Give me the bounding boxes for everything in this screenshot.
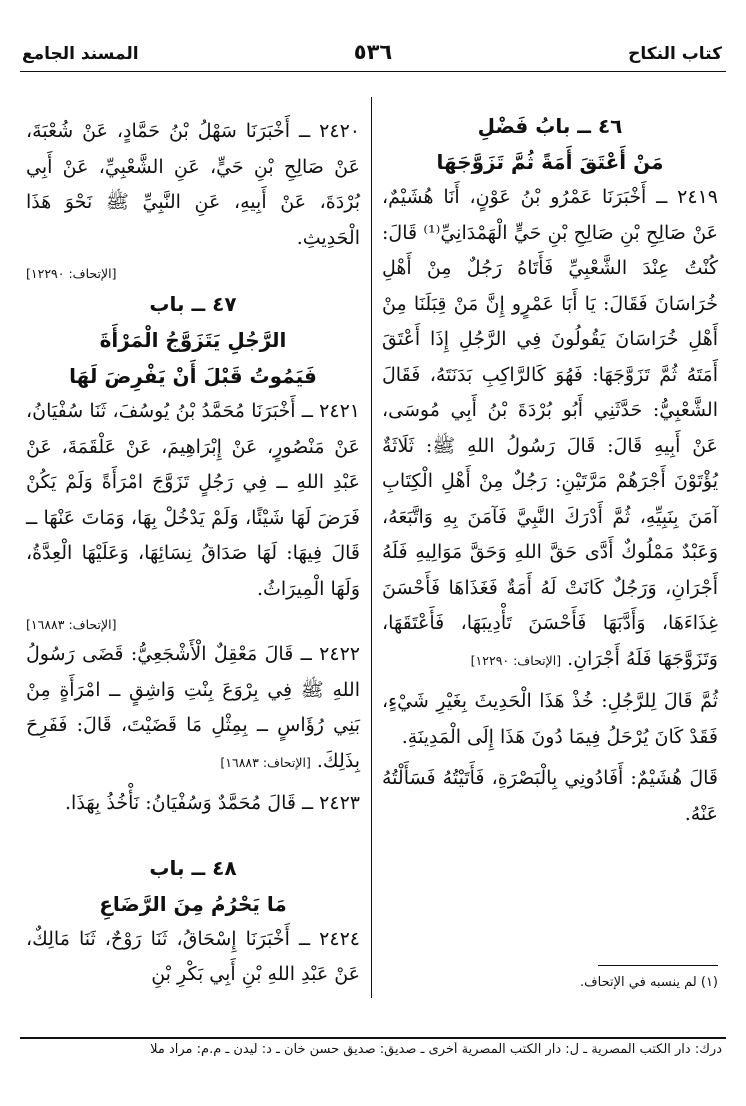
bottom-rule <box>20 1037 726 1039</box>
paragraph-hushaym: قَالَ هُشَيْمٌ: أَفَادُونِي بِالْبَصْرَةِ، فَأَتَيْتُهُ فَسَأَلْتُهُ عَنْهُ. <box>382 767 718 825</box>
hadith-2422-text: ٢٤٢٢ ــ قَالَ مَعْقِلٌ الْأَشْجَعِيُّ: قَضَى رَسُولُ اللهِ ﷺ فِي بِرْوَعَ بِنْتِ وَاشِقٍ ــ امْرَأَةٍ مِنْ بَنِي رُؤَاسٍ ــ بِمِثْلِ مَا قَضَيْتَ، قَالَ: فَفَرِحَ بِذَلِكَ. <box>26 643 360 772</box>
hadith-2423: ٢٤٢٣ ــ قَالَ مُحَمَّدٌ وَسُفْيَانُ: نَأْخُذُ بِهَذَا. <box>65 792 360 814</box>
chapter-47-subtitle-2: فَيَمُوتُ قَبْلَ أَنْ يَفْرِضَ لَهَا <box>69 364 317 388</box>
chapter-48-subtitle: مَا يَحْرُمُ مِنَ الرَّضَاعِ <box>99 891 287 916</box>
hadith-2419 <box>382 180 718 678</box>
hadith-2422 <box>26 637 360 780</box>
right-column <box>382 108 718 838</box>
header-book-title: كتاب النكاح <box>628 44 722 64</box>
hadith-2420: ٢٤٢٠ ــ أَخْبَرَنَا سَهْلُ بْنُ حَمَّادٍ، عَنْ شُعْبَةَ، عَنْ صَالِحِ بْنِ حَيٍّ، عَنِ الشَّعْبِيِّ، عَنْ أَبِي بُرْدَةَ، عَنْ أَبِيهِ، عَنِ النَّبِيِّ ﷺ نَحْوَ هَذَا الْحَدِيثِ. <box>26 120 360 249</box>
chapter-47-title: ٤٧ ــ باب <box>149 292 237 316</box>
chapter-47-subtitle-1: الرَّجُلِ يَتَزَوَّجُ الْمَرْأَةَ <box>99 328 287 352</box>
hadith-2421: ٢٤٢١ ــ أَخْبَرَنَا مُحَمَّدُ بْنُ يُوسُفَ، ثَنَا سُفْيَانُ، عَنْ مَنْصُورٍ، عَنْ إِبْرَاهِيمَ، عَنْ عَلْقَمَةَ، عَنْ عَبْدِ اللهِ ــ فِي رَجُلٍ تَزَوَّجَ امْرَأَةً وَلَمْ يَكُنْ فَرَضَ لَهَا شَيْئًا، وَلَمْ يَدْخُلْ بِهَا، وَمَاتَ عَنْهَا ــ قَالَ فِيهَا: لَهَا صَدَاقُ نِسَائِهَا، وَعَلَيْهَا الْعِدَّةُ، وَلَهَا الْمِيرَاثُ. <box>26 400 360 600</box>
footnote: (١) لم ينسبه في الإتحاف. <box>580 975 718 990</box>
hadith-2424: ٢٤٢٤ ــ أَخْبَرَنَا إِسْحَاقُ، ثَنَا رَوْحٌ، ثَنَا مَالِكٌ، عَنْ عَبْدِ اللهِ بْنِ أَبِي بَكْرِ بْنِ <box>26 927 360 985</box>
chapter-46-title: ٤٦ ــ بابُ فَضْلِ <box>477 114 623 138</box>
hadith-2419-reference: [الإتحاف: ١٢٢٩٠] <box>470 652 562 668</box>
header-work-title: المسند الجامع <box>22 44 139 64</box>
chapter-46-subtitle: مَنْ أَعْتَقَ أَمَةً ثُمَّ تَزَوَّجَهَا <box>436 150 664 174</box>
hadith-2421-reference: [الإتحاف: ١٦٨٨٣] <box>26 617 117 632</box>
hadith-2422-reference: [الإتحاف: ١٦٨٨٣] <box>220 754 311 770</box>
page-number: ٥٣٦ <box>353 40 393 64</box>
footnote-rule <box>598 965 718 966</box>
manuscript-abbreviations: درك: دار الكتب المصرية ـ ل: دار الكتب المصرية أخرى ـ صديق: صديق حسن خان ـ د: ليدن ـ م.م: مراد ملا <box>150 1042 722 1057</box>
column-separator <box>371 97 372 998</box>
hadith-2419-text: ٢٤١٩ ــ أَخْبَرَنَا عَمْرُو بْنُ عَوْنٍ، أَنَا هُشَيْمٌ، عَنْ صَالِحِ بْنِ صَالِحِ بْنِ حَيٍّ الْهَمْدَانِيِّ⁽¹⁾ قَالَ: كُنْتُ عِنْدَ الشَّعْبِيِّ فَأَتَاهُ رَجُلٌ مِنْ أَهْلِ خُرَاسَانَ فَقَالَ: يَا أَبَا عَمْرٍو إِنَّ مَنْ قِبَلَنَا مِنْ أَهْلِ خُرَاسَانَ يَقُولُونَ فِي الرَّجُلِ إِذَا أَعْتَقَ أَمَتَهُ ثُمَّ تَزَوَّجَهَا: فَهُوَ كَالرَّاكِبِ بَدَنَتَهُ، فَقَالَ الشَّعْبِيُّ: حَدَّثَنِي أَبُو بُرْدَةَ بْنُ أَبِي مُوسَى، عَنْ أَبِيهِ قَالَ: قَالَ رَسُولُ اللهِ ﷺ: ثَلَاثَةٌ يُؤْتَوْنَ أَجْرَهُمْ مَرَّتَيْنِ: رَجُلٌ مِنْ أَهْلِ الْكِتَابِ آمَنَ بِنَبِيِّهِ، ثُمَّ أَدْرَكَ النَّبِيَّ فَآمَنَ بِهِ وَاتَّبَعَهُ، وَعَبْدٌ مَمْلُوكٌ أَدَّى حَقَّ اللهِ وَحَقَّ مَوَالِيهِ فَلَهُ أَجْرَانِ، وَرَجُلٌ كَانَتْ لَهُ أَمَةٌ فَغَذَاهَا فَأَحْسَنَ غِذَاءَهَا، وَأَدَّبَهَا فَأَحْسَنَ تَأْدِيبَهَا، فَأَعْتَقَهَا، وَتَزَوَّجَهَا فَلَهُ أَجْرَانِ. <box>382 186 718 670</box>
chapter-48-title: ٤٨ ــ باب <box>149 855 237 880</box>
paragraph-2419-continuation: ثُمَّ قَالَ لِلرَّجُلِ: خُذْ هَذَا الْحَدِيثَ بِغَيْرِ شَيْءٍ، فَقَدْ كَانَ يُرْحَلُ فِيمَا دُونَ هَذَا إِلَى الْمَدِينَةِ. <box>382 690 718 748</box>
hadith-2420-reference: [الإتحاف: ١٢٢٩٠] <box>26 266 117 281</box>
left-column <box>26 114 360 999</box>
header-rule <box>20 71 726 72</box>
